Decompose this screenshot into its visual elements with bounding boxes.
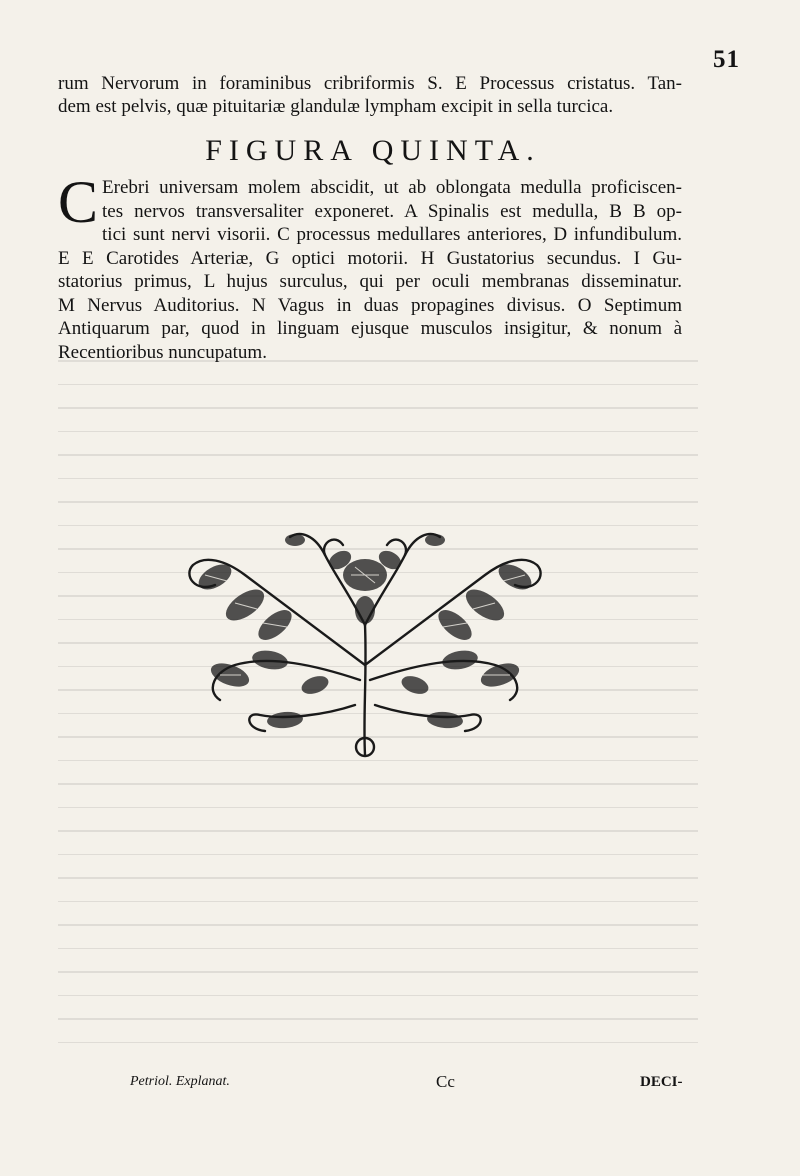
body-line: statorius primus, L hujus surculus, qui per oculi membranas disseminatur. (58, 271, 682, 292)
acanthus-ornament-icon (175, 515, 555, 760)
body-line: E E Carotides Arteriæ, G optici motorii. H Gustatorius secundus. I Gu- (58, 247, 682, 269)
body-line: M Nervus Auditorius. N Vagus in duas propagines divisus. O Septimum (58, 294, 682, 316)
intro-line: dem est pelvis, quæ pituitariæ glandulæ lympham excipit in sella turcica. (58, 96, 614, 117)
body-line: Recentioribus nuncupatum. (58, 341, 267, 363)
intro-paragraph (58, 72, 682, 118)
body-line: tici sunt nervi visorii. C processus medullares anteriores, D infundibulum. (102, 224, 682, 245)
section-heading: FIGURA QUINTA. (205, 134, 541, 167)
body-line: tes nervos transversaliter exponeret. A Spinalis est medulla, B B op- (102, 200, 682, 222)
gathering-signature: Cc (436, 1072, 455, 1091)
intro-line: rum Nervorum in foraminibus cribriformis S. E Processus cristatus. Tan- (58, 73, 682, 94)
body-line: Antiquarum par, quod in linguam ejusque musculos insigitur, & nonum à (58, 318, 682, 339)
body-line: Erebri universam molem abscidit, ut ab oblongata medulla proficiscen- (102, 177, 682, 198)
page-number: 51 (713, 46, 740, 73)
drop-cap: C (58, 169, 99, 235)
figure-description (58, 169, 682, 364)
signature-mark: Petriol. Explanat. (130, 1074, 230, 1089)
catchword: DECI- (640, 1074, 683, 1090)
